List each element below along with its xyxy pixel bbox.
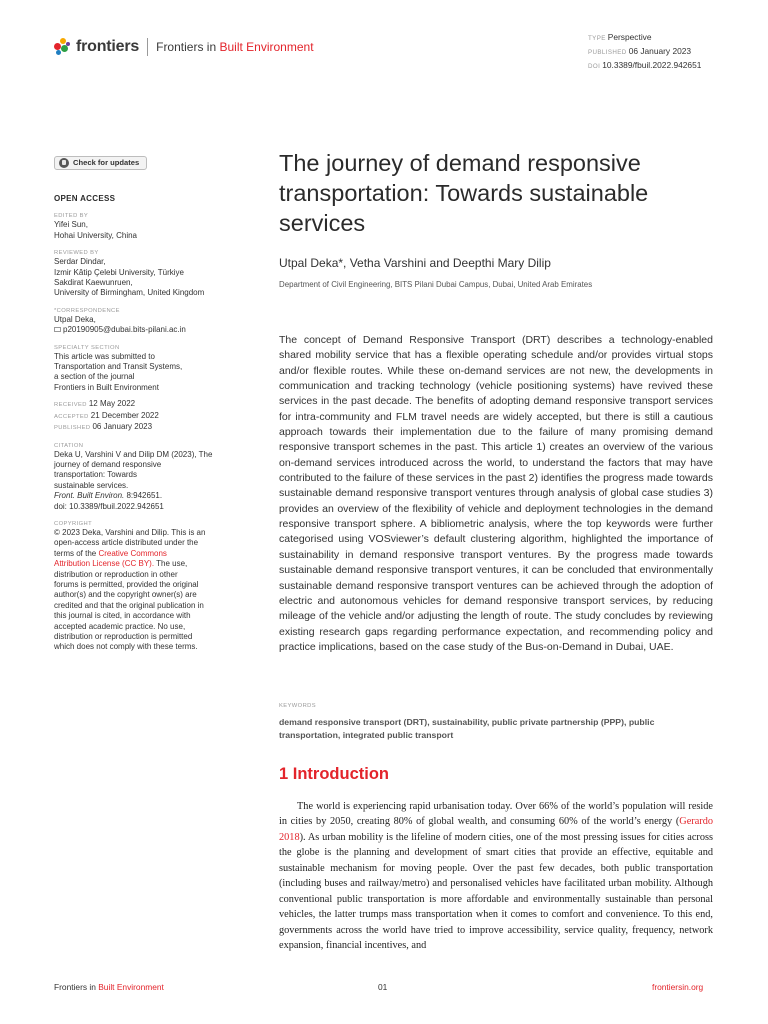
publisher-name: frontiers (76, 38, 140, 55)
open-access-label: OPEN ACCESS (54, 194, 116, 203)
author-list: Utpal Deka*, Vetha Varshini and Deepthi Mary Dilip (279, 256, 551, 270)
accepted-date: ACCEPTED 21 December 2022 (54, 410, 159, 420)
abstract: The concept of Demand Responsive Transport (DRT) describes a technology-enabled shared mobility service that has a flexible operating schedule and/or provides virtual stops and/or flexible routes. While these on-demand services are not new, the developments in communication and tracking technology (vehicle positioning systems) have revived these services in the past decade. The benefits of adopting demand responsive transport services for intra-community and FLM travel needs are widely accepted, but there is still a cautious approach towards their implementation due to the failure of many promising demand responsive transport schemes in the past. This article 1) creates an overview of the various on-demand services introduced across the world, to understand the factors that may have contributed to the failure of these services in the past 2) identifies the progress made towards sustainable demand responsive transport ventures through analysis of global case studies 3) provides an overview of the flexibility of vehicle and deployment technologies in the demand responsive transport sphere. A bibliometric analysis, where the top keywords were further categorised using VOSviewer’s default clustering algorithm, highlighted the importance of sustainability in demand responsive transport ventures. By the progress made towards sustainable demand responsive transport ventures, it can be concluded that environmentally sustainable demand responsive transport ventures can be achieved through the adoption of electric and autonomous vehicles for demand responsive transport services, by reducing mileage of the vehicle and/or adjusting the length of route. The study concludes by reviewing existing research gaps regarding performance expectation, and recommending policy and practice implications, based on the case study of the Bus-on-Demand in Dubai, UAE. (279, 334, 713, 653)
published-date: 06 January 2023 (628, 46, 692, 56)
article-type: Perspective (607, 32, 652, 42)
frontiers-logo-icon (54, 38, 72, 56)
reviewed-by-heading: REVIEWED BY (54, 250, 99, 257)
license-link[interactable]: Creative Commons (98, 548, 167, 558)
mail-icon (54, 327, 61, 332)
logo-divider (147, 38, 148, 56)
keywords-heading: KEYWORDS (279, 703, 317, 709)
edited-by-heading: EDITED BY (54, 213, 89, 220)
correspondence-email[interactable]: p20190905@dubai.bits-pilani.ac.in (54, 325, 234, 335)
section-heading-introduction: 1 Introduction (279, 765, 389, 783)
published-date-sidebar: PUBLISHED 06 January 2023 (54, 422, 153, 432)
copyright-heading: COPYRIGHT (54, 520, 93, 527)
bookmark-icon (59, 158, 69, 168)
citation-link[interactable]: Gerardo 2018 (279, 816, 713, 843)
article-title: The journey of demand responsive transportation: Towards sustainable services (279, 150, 649, 236)
journal-title: Frontiers in Built Environment (156, 40, 314, 54)
footer-site-link[interactable]: frontiersin.org (652, 982, 704, 992)
frontiers-logo[interactable] (54, 38, 314, 56)
doi: 10.3389/fbuil.2022.942651 (602, 60, 702, 70)
license-link-cont[interactable]: Attribution License (CC BY). (54, 559, 155, 569)
affiliation: Department of Civil Engineering, BITS Pilani Dubai Campus, Dubai, United Arab Emirates (279, 280, 593, 289)
citation-heading: CITATION (54, 442, 84, 449)
correspondence-heading: *CORRESPONDENCE (54, 307, 120, 314)
keywords: demand responsive transport (DRT), sustainability, public private partnership (PPP), public transportation, integrated public transport (279, 717, 655, 740)
footer-journal: Frontiers in Built Environment (54, 982, 164, 992)
citation-doi[interactable]: doi: 10.3389/fbuil.2022.942651 (54, 501, 164, 511)
article-sidebar: Check for updates OPEN ACCESS EDITED BY Yifei Sun, Hohai University, China REVIEWED BY Serdar Dindar, Izmir Kâtip Çelebi University, Türkiye Sakdirat Kaewunruen, University of Birmingham, United Kingdom *CORRESPONDENCE Utpal Deka, p20190905@dubai.bits-pilani.ac.in SPECIALTY SECTION This article was submitted to Transportation and Transit Systems, a section of the journal Frontiers in Built Environment RECEIVED 12 May 2022 ACCEPTED 21 December 2022 PUBLISHED 06 January 2023 CITATION Deka U, Varshini V and Dilip DM (2023), The journey of demand responsive transportation: Towards sustainable services. Front. Built Environ. 8:942651. doi: 10.3389/fbuil.2022.942651 COPYRIGHT © 2023 Deka, Varshini and Dilip. This is an open-access article distributed under the terms of the Creative Commons Attribution License (CC BY). The use, distribution or reproduction in other forums is permitted, provided the original author(s) and the copyright owner(s) are credited and that the original publication in this journal is cited, in accordance with accepted academic practice. No use, distribution or reproduction is permitted which does not comply with these terms. (54, 156, 234, 653)
article-meta: TYPE Perspective PUBLISHED 06 January 2023 DOI 10.3389/fbuil.2022.942651 (588, 32, 702, 70)
specialty-heading: SPECIALTY SECTION (54, 344, 120, 351)
introduction-paragraph: The world is experiencing rapid urbanisation today. Over 66% of the world’s population will reside in cities by 2050, creating 80% of global wealth, and consuming 60% of the world’s energy (Gerardo 2018). As urban mobility is the lifeline of modern cities, one of the most pressing issues for cities across the globe is the planning and development of smart cities that provide an effective, equitable and sustainable mechanism for moving people. Over the past few decades, both public transportation (including buses and railway/metro) and personalised vehicles have facilitated urban mobility. Although conventional public transportation is more affordable and environmentally sustainable than personal vehicles, the latter trumps mass transportation when it comes to comfort and convenience. To this end, governments across the world have tried to improve accessibility, service quality, frequency, network expansion, financial incentives, and (279, 801, 713, 952)
page-number: 01 (378, 982, 388, 992)
check-for-updates-button[interactable]: Check for updates (54, 156, 147, 170)
received-date: RECEIVED 12 May 2022 (54, 399, 136, 409)
